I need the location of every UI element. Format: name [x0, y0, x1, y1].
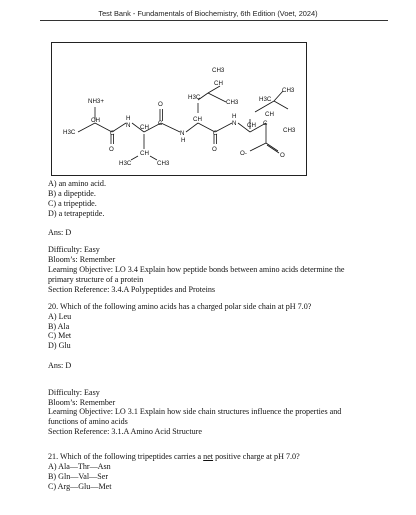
- lo-highlighted-word: bonds: [208, 265, 229, 274]
- tetrapeptide-structure-figure: [51, 42, 307, 176]
- atom-label: N: [232, 120, 237, 127]
- answer: Ans: D: [48, 228, 72, 237]
- section-reference: Section Reference: 3.1.A Amino Acid Structure: [48, 427, 202, 436]
- atom-label: CH: [214, 80, 223, 87]
- atom-label: CH: [265, 111, 274, 118]
- option-d: D) Glu: [48, 341, 71, 350]
- option-a: A) Leu: [48, 312, 72, 321]
- question-20: 20. Which of the following amino acids has a charged polar side chain at pH 7.0?: [48, 302, 312, 311]
- atom-label: C: [263, 120, 268, 127]
- lo-text-end: between amino acids determine the primary structure of a protein: [48, 265, 345, 284]
- difficulty: Difficulty: Easy: [48, 388, 100, 397]
- option-b: B) Gln—Val—Ser: [48, 472, 109, 481]
- blooms-level: Bloom’s: Remember: [48, 398, 116, 407]
- option-d: D) a tetrapeptide.: [48, 209, 105, 218]
- learning-objective: [48, 265, 360, 285]
- atom-label: H: [232, 113, 237, 120]
- atom-label: H: [126, 115, 131, 122]
- blooms-level: Bloom’s: Remember: [48, 255, 116, 264]
- atom-label: H3C: [188, 94, 201, 101]
- option-b: B) a dipeptide.: [48, 189, 96, 198]
- atom-label: CH3: [212, 67, 225, 74]
- atom-label: CH: [193, 116, 202, 123]
- atom-label: H3C: [119, 160, 132, 167]
- atom-label: O: [109, 146, 114, 153]
- lo-text: Learning Objective: LO 3.4 Explain how peptide: [48, 265, 209, 274]
- atom-label: CH3: [283, 127, 296, 134]
- atom-label: CH3: [226, 99, 239, 106]
- atom-label: C: [213, 130, 218, 137]
- answer: Ans: D: [48, 361, 72, 370]
- header-rule: [40, 20, 388, 21]
- atom-label: O: [212, 146, 217, 153]
- difficulty: Difficulty: Easy: [48, 245, 100, 254]
- option-c: C) Met: [48, 331, 72, 340]
- option-c: C) Arg—Glu—Met: [48, 482, 112, 491]
- atom-label: CH: [140, 124, 149, 131]
- atom-label: O: [280, 152, 285, 159]
- option-a: A) an amino acid.: [48, 179, 106, 188]
- atom-label: H3C: [259, 96, 272, 103]
- atom-label: N: [126, 122, 131, 129]
- atom-label: CH: [91, 117, 100, 124]
- atom-label: H3C: [63, 129, 76, 136]
- atom-label: CH3: [157, 160, 170, 167]
- atom-label: CH: [247, 122, 256, 129]
- structure-drawing: [52, 43, 308, 177]
- question-text-end: positive charge at pH 7.0?: [213, 452, 300, 461]
- question-text: 21. Which of the following tripeptides carries a: [48, 452, 204, 461]
- atom-label: N: [180, 130, 185, 137]
- option-c: C) a tripeptide.: [48, 199, 97, 208]
- section-reference: Section Reference: 3.4.A Polypeptides and Proteins: [48, 285, 216, 294]
- atom-label: O: [158, 101, 163, 108]
- learning-objective: Learning Objective: LO 3.1 Explain how side chain structures influence the properties and functions of amino acids: [48, 407, 342, 426]
- atom-label: C: [110, 130, 115, 137]
- atom-labels: [63, 67, 296, 167]
- atom-label: H: [181, 137, 186, 144]
- atom-label: CH: [140, 150, 149, 157]
- atom-label: O-: [240, 150, 247, 157]
- atom-label: NH3+: [88, 98, 104, 105]
- page-header: Test Bank - Fundamentals of Biochemistry, 6th Edition (Voet, 2024): [98, 9, 318, 18]
- underlined-word: net: [203, 452, 214, 461]
- option-a: A) Ala—Thr—Asn: [48, 462, 111, 471]
- atom-label: C: [158, 120, 163, 127]
- atom-label: CH3: [282, 87, 295, 94]
- option-b: B) Ala: [48, 322, 70, 331]
- question-21: [48, 452, 300, 462]
